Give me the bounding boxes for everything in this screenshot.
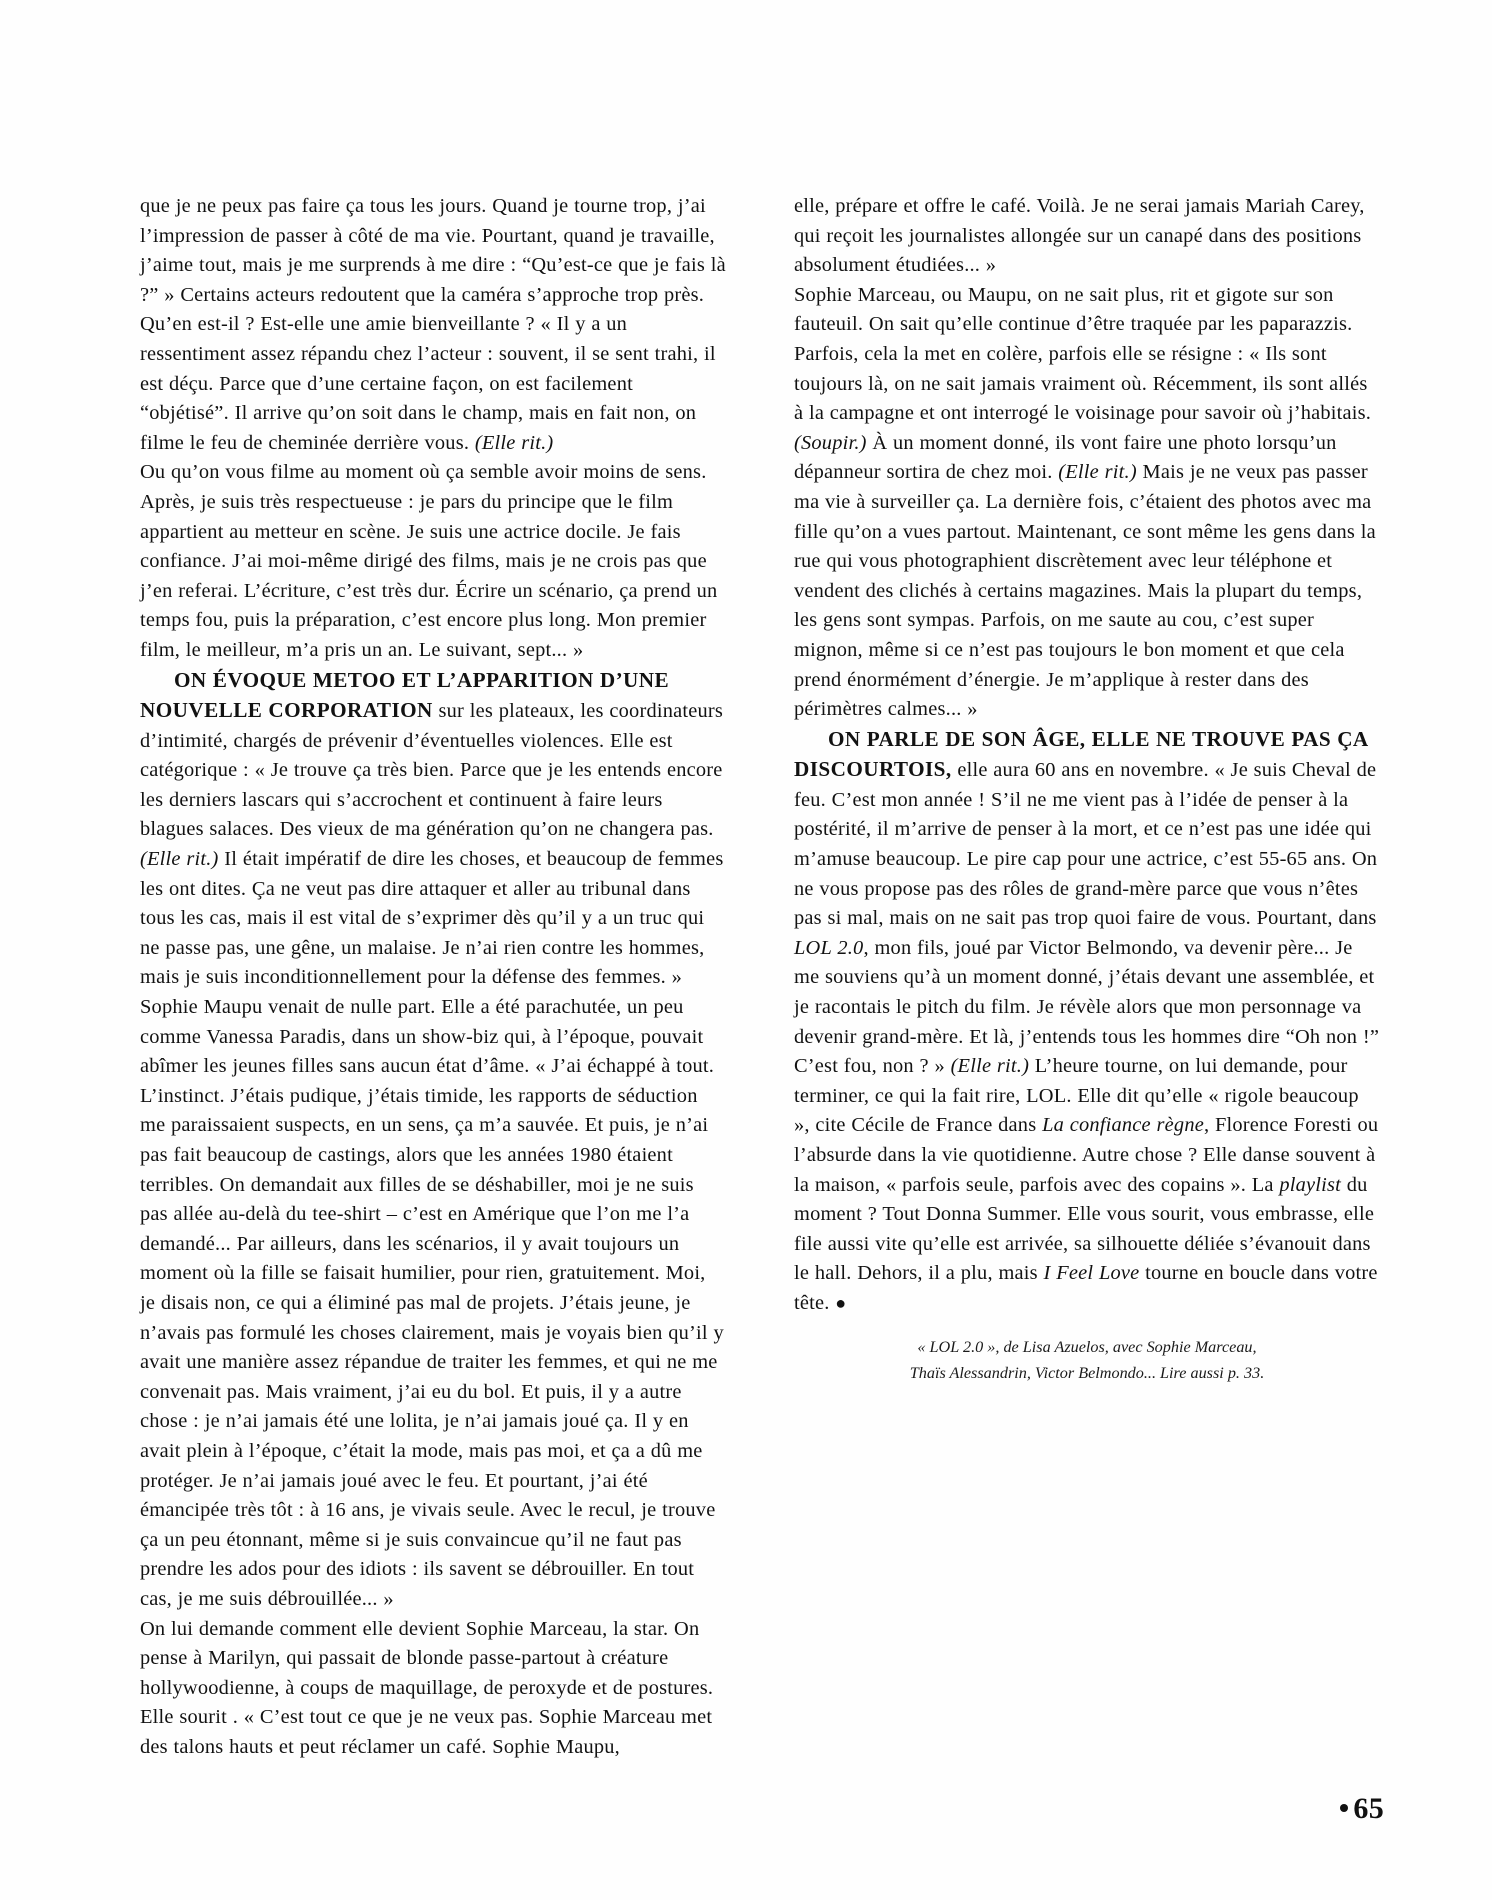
song-title-italic: I Feel Love xyxy=(1043,1262,1140,1285)
left-column xyxy=(140,192,726,1762)
paragraph-text: elle, prépare et offre le café. Voilà. Je ne serai jamais Mariah Carey, qui reçoit les journalistes allongée sur un canapé dans des positions absolument étudiées... » xyxy=(794,195,1365,277)
stage-direction-italic: (Elle rit.) xyxy=(950,1055,1030,1078)
paragraph-continuation xyxy=(140,192,726,458)
section-body-f: tourne en boucle dans votre tête. xyxy=(794,1262,1378,1314)
right-column xyxy=(794,192,1380,1762)
term-italic: playlist xyxy=(1279,1173,1342,1196)
page-number xyxy=(1340,1792,1384,1826)
article-columns xyxy=(140,192,1380,1762)
section-body-d: , Florence Foresti ou l’absurde dans la vie quotidienne. Autre chose ? Elle danse souvent à la maison, « parfois seule, parfois avec des copains ». La xyxy=(794,1114,1379,1196)
credit-line-1: « LOL 2.0 », de Lisa Azuelos, avec Sophie Marceau, xyxy=(917,1337,1257,1356)
section-heading: ON ÉVOQUE METOO ET L’APPARITION D’UNE NOUVELLE CORPORATION xyxy=(140,667,670,723)
film-title-italic: La confiance règne xyxy=(1042,1114,1204,1137)
paragraph-text-b: À un moment donné, ils vont faire une photo lorsqu’un dépanneur sortira de chez moi. xyxy=(794,431,1337,484)
section-body-a: elle aura 60 ans en novembre. « Je suis Cheval de feu. C’est mon année ! S’il ne me vient pas à l’idée de penser à la postérité, il m’arrive de penser à la mort, et ce n’est pas une idée qui m’amuse beaucoup. Le pire cap pour une actrice, c’est 55-65 ans. On ne vous propose pas des rôles de grand-mère parce que vous n’êtes pas si mal, mais on ne sait pas trop quoi faire de vous. Pourtant, dans xyxy=(794,759,1378,930)
paragraph-text-a: Sophie Marceau, ou Maupu, on ne sait plus, rit et gigote sur son fauteuil. On sait qu’elle continue d’être traquée par les paparazzis. Parfois, cela la met en colère, parfois elle se résigne : « Ils sont toujours là, on ne sait jamais vraiment où. Récemment, ils sont allés à la campagne et ont interrogé le voisinage pour savoir où j’habitais. xyxy=(794,283,1372,425)
paragraph-continuation xyxy=(794,192,1380,281)
section-body-e: du moment ? Tout Donna Summer. Elle vous sourit, vous embrasse, elle file aussi vite qu’elle est arrivée, sa silhouette déliée s’évanouit dans le hall. Dehors, il a plu, mais xyxy=(794,1173,1375,1285)
section-body-2: Il était impératif de dire les choses, et beaucoup de femmes les ont dites. Ça ne veut pas dire attaquer et aller au tribunal dans tous les cas, mais il est vital de s’exprimer dès qu’il y a un truc qui ne passe pas, une gêne, un malaise. Je n’ai rien contre les hommes, mais je suis inconditionnellement pour la défense des femmes. » Sophie Maupu venait de nulle part. Elle a été parachutée, un peu comme Vanessa Paradis, dans un show-biz qui, à l’époque, pouvait abîmer les jeunes filles sans aucun état d’âme. « J’ai échappé à tout. L’instinct. J’étais pudique, j’étais timide, les rapports de séduction me paraissaient suspects, en un sens, ça m’a sauvée. Et puis, je n’ai pas fait beaucoup de castings, alors que les années 1980 étaient terribles. On demandait aux filles de se déshabiller, moi je ne suis pas allée au-delà du tee-shirt – c’est en Amérique que l’on me l’a demandé... Par ailleurs, dans les scénarios, il y avait toujours un moment où la fille se faisait humilier, pour rien, gratuitement. Moi, je disais non, ce qui a éliminé pas mal de projets. J’étais jeune, je n’avais pas formulé les choses clairement, mais je voyais bien qu’il y avait une manière assez répandue de traiter les femmes, et qui ne me convenait pas. Mais vraiment, j’ai eu du bol. Et puis, il y a autre chose : je n’ai jamais été une lolita, je n’ai jamais joué ça. Il y en avait plein à l’époque, c’était la mode, mais pas moi, et ça a dû me protéger. Je n’ai jamais joué avec le feu. Et pourtant, j’ai été émancipée très tôt : à 16 ans, je vivais seule. Avec le recul, je trouve ça un peu étonnant, même si je suis convaincue qu’il ne faut pas prendre les ados pour des idiots : ils savent se débrouiller. En tout cas, je me suis débrouillée... » xyxy=(140,848,724,1610)
paragraph-text-c: Mais je ne veux pas passer ma vie à surveiller ça. La dernière fois, c’étaient des photos avec ma fille qu’on a vues partout. Maintenant, ce sont même les gens dans la rue qui vous photographient discrètement avec leur téléphone et vendent des clichés à certains magazines. Mais la plupart du temps, les gens sont sympas. Parfois, on me saute au cou, c’est super mignon, même si ce n’est pas toujours le bon moment et que cela prend énormément d’énergie. Je m’applique à rester dans des périmètres calmes... » xyxy=(794,461,1376,721)
credit-line-2: Thaïs Alessandrin, Victor Belmondo... Lire aussi p. 33. xyxy=(909,1363,1265,1382)
paragraph-text: On lui demande comment elle devient Sophie Marceau, la star. On pense à Marilyn, qui passait de blonde passe-partout à créature hollywoodienne, à coups de maquillage, de peroxyde et de postures. Elle sourit . « C’est tout ce que je ne veux pas. Sophie Marceau met des talons hauts et peut réclamer un café. Sophie Maupu, xyxy=(140,1617,714,1758)
stage-direction-italic: (Elle rit.) xyxy=(140,848,219,871)
section-body-b: , mon fils, joué par Victor Belmondo, va devenir père... Je me souviens qu’à un moment donné, j’étais devant une assemblée, et je racontais le pitch du film. Je révèle alors que mon personnage va devenir grand-mère. Et là, j’entends tous les hommes dire “Oh non !” C’est fou, non ? » xyxy=(794,936,1380,1078)
section-body-1: sur les plateaux, les coordinateurs d’intimité, chargés de prévenir d’éventuelles violences. Elle est catégorique : « Je trouve ça très bien. Parce que je les entends encore les derniers lascars qui s’accrochent et continuent à faire leurs blagues salaces. Des vieux de ma génération qu’on ne changera pas. xyxy=(140,700,724,841)
end-of-article-mark: ● xyxy=(835,1292,847,1313)
stage-direction-italic: (Elle rit.) xyxy=(474,431,554,454)
folio-number: 65 xyxy=(1353,1792,1384,1825)
paragraph-text: que je ne peux pas faire ça tous les jours. Quand je tourne trop, j’ai l’impression de passer à côté de ma vie. Pourtant, quand je travaille, j’aime tout, mais je me surprends à me dire : “Qu’est-ce que je fais là ?” » Certains acteurs redoutent que la caméra s’approche trop près. Qu’en est-il ? Est-elle une amie bienveillante ? « Il y a un ressentiment assez répandu chez l’acteur : souvent, il se sent trahi, il est déçu. Parce que d’une certaine façon, on est facilement “objétisé”. Il arrive qu’on soit dans le champ, mais en fait non, on filme le feu de cheminée derrière vous. xyxy=(140,195,726,454)
paragraph-text: Ou qu’on vous filme au moment où ça semble avoir moins de sens. Après, je suis très respectueuse : je pars du principe que le film appartient au metteur en scène. Je suis une actrice docile. Je fais confiance. J’ai moi-même dirigé des films, mais je ne crois pas que j’en referai. L’écriture, c’est très dur. Écrire un scénario, ça prend un temps fou, puis la préparation, c’est encore plus long. Mon premier film, le meilleur, m’a pris un an. Le suivant, sept... » xyxy=(140,461,718,661)
section-age xyxy=(794,725,1380,1319)
stage-direction-italic: (Elle rit.) xyxy=(1058,461,1137,484)
paragraph-paparazzi xyxy=(794,281,1380,725)
section-heading: ON PARLE DE SON ÂGE, ELLE NE TROUVE PAS ÇA DISCOURTOIS, xyxy=(794,726,1368,782)
closing-paragraph xyxy=(140,1615,726,1763)
section-metoo xyxy=(140,666,726,1615)
section-body-c: L’heure tourne, on lui demande, pour terminer, ce qui la fait rire, LOL. Elle dit qu’elle « rigole beaucoup », cite Cécile de France dans xyxy=(794,1055,1359,1137)
film-title-italic: LOL 2.0 xyxy=(794,936,864,959)
stage-direction-italic: (Soupir.) xyxy=(794,431,867,454)
folio-dot-icon xyxy=(1340,1804,1348,1812)
paragraph xyxy=(140,458,726,665)
